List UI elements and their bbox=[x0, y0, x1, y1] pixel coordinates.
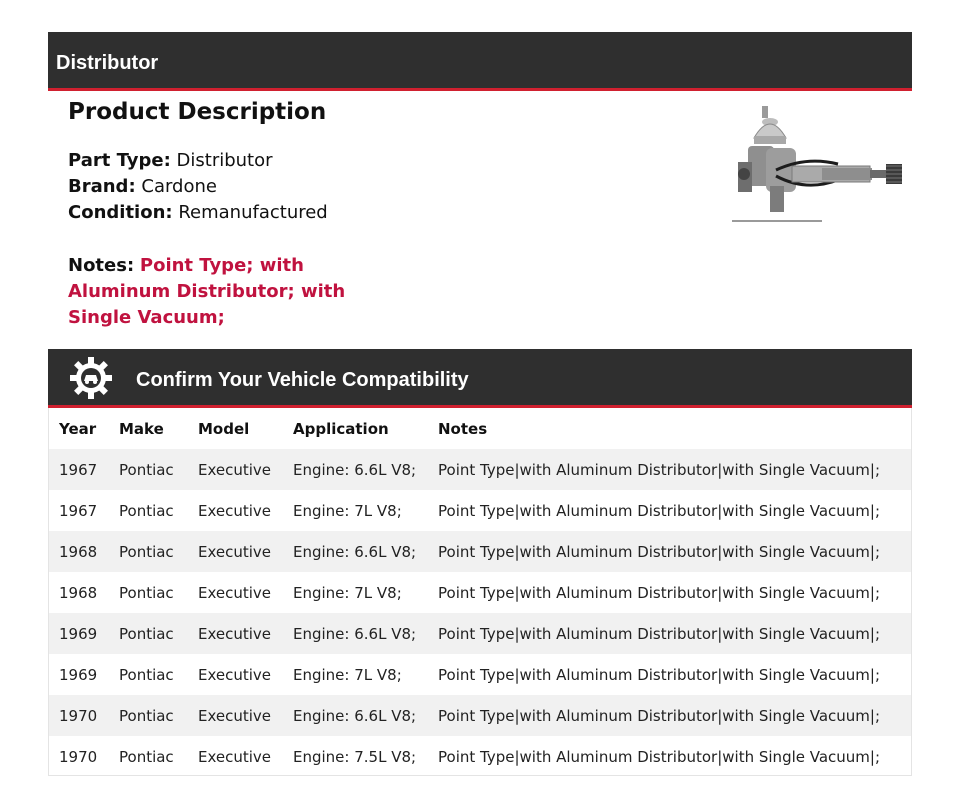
cell-make: Pontiac bbox=[119, 501, 174, 520]
cell-notes: Point Type|with Aluminum Distributor|with Single Vacuum|; bbox=[438, 706, 881, 725]
table-row bbox=[49, 449, 911, 490]
cell-year: 1970 bbox=[59, 747, 98, 766]
compatibility-table bbox=[49, 408, 911, 777]
table-row bbox=[49, 736, 911, 777]
brand-value: Cardone bbox=[141, 176, 217, 197]
cell-notes: Point Type|with Aluminum Distributor|with Single Vacuum|; bbox=[438, 665, 881, 684]
description-heading: Product Description bbox=[68, 99, 327, 125]
cell-make: Pontiac bbox=[119, 542, 174, 561]
cell-model: Executive bbox=[198, 542, 272, 561]
cell-application: Engine: 7.5L V8; bbox=[293, 747, 417, 766]
cell-year: 1968 bbox=[59, 542, 98, 561]
column-header-notes: Notes bbox=[438, 419, 488, 438]
cell-make: Pontiac bbox=[119, 583, 174, 602]
cell-model: Executive bbox=[198, 706, 272, 725]
cell-application: Engine: 7L V8; bbox=[293, 583, 402, 602]
product-title: Distributor bbox=[56, 52, 159, 74]
cell-notes: Point Type|with Aluminum Distributor|with Single Vacuum|; bbox=[438, 624, 881, 643]
compatibility-title: Confirm Your Vehicle Compatibility bbox=[136, 369, 469, 391]
column-header-application: Application bbox=[293, 419, 389, 438]
cell-notes: Point Type|with Aluminum Distributor|with Single Vacuum|; bbox=[438, 542, 881, 561]
cell-model: Executive bbox=[198, 665, 272, 684]
cell-notes: Point Type|with Aluminum Distributor|with Single Vacuum|; bbox=[438, 747, 881, 766]
cell-year: 1968 bbox=[59, 583, 98, 602]
cell-application: Engine: 7L V8; bbox=[293, 665, 402, 684]
cell-year: 1969 bbox=[59, 624, 98, 643]
cell-application: Engine: 6.6L V8; bbox=[293, 624, 417, 643]
column-header-year: Year bbox=[59, 419, 97, 438]
cell-year: 1969 bbox=[59, 665, 98, 684]
notes-label: Notes: bbox=[68, 255, 135, 276]
cell-make: Pontiac bbox=[119, 624, 174, 643]
cell-notes: Point Type|with Aluminum Distributor|with Single Vacuum|; bbox=[438, 501, 881, 520]
cell-make: Pontiac bbox=[119, 747, 174, 766]
condition-label: Condition: bbox=[68, 202, 173, 223]
notes-row bbox=[68, 253, 408, 331]
cell-model: Executive bbox=[198, 583, 272, 602]
table-row bbox=[49, 613, 911, 654]
cell-application: Engine: 7L V8; bbox=[293, 501, 402, 520]
cell-application: Engine: 6.6L V8; bbox=[293, 460, 417, 479]
cell-year: 1967 bbox=[59, 460, 98, 479]
cell-model: Executive bbox=[198, 501, 272, 520]
product-description bbox=[68, 96, 668, 331]
brand-row bbox=[68, 174, 668, 200]
column-header-make: Make bbox=[119, 419, 164, 438]
part-type-value: Distributor bbox=[176, 150, 273, 171]
condition-row bbox=[68, 200, 668, 226]
table-row bbox=[49, 654, 911, 695]
cell-year: 1967 bbox=[59, 501, 98, 520]
cell-model: Executive bbox=[198, 747, 272, 766]
compatibility-header-bar bbox=[48, 349, 912, 408]
cell-notes: Point Type|with Aluminum Distributor|with Single Vacuum|; bbox=[438, 460, 881, 479]
table-row bbox=[49, 572, 911, 613]
distributor-product-image bbox=[726, 100, 910, 228]
column-header-model: Model bbox=[198, 419, 250, 438]
part-type-row bbox=[68, 148, 668, 174]
table-row bbox=[49, 531, 911, 572]
cell-year: 1970 bbox=[59, 706, 98, 725]
cell-make: Pontiac bbox=[119, 665, 174, 684]
table-row bbox=[49, 490, 911, 531]
table-header-row bbox=[49, 408, 911, 449]
brand-label: Brand: bbox=[68, 176, 136, 197]
cell-model: Executive bbox=[198, 460, 272, 479]
notes-value: Point Type; with Aluminum Distributor; with Single Vacuum; bbox=[68, 255, 346, 328]
cell-application: Engine: 6.6L V8; bbox=[293, 706, 417, 725]
cell-notes: Point Type|with Aluminum Distributor|with Single Vacuum|; bbox=[438, 583, 881, 602]
condition-value: Remanufactured bbox=[178, 202, 328, 223]
part-type-label: Part Type: bbox=[68, 150, 171, 171]
product-header-bar bbox=[48, 32, 912, 91]
cell-application: Engine: 6.6L V8; bbox=[293, 542, 417, 561]
gear-car-icon bbox=[69, 356, 113, 400]
cell-make: Pontiac bbox=[119, 460, 174, 479]
cell-model: Executive bbox=[198, 624, 272, 643]
compatibility-table-container bbox=[48, 408, 912, 776]
table-row bbox=[49, 695, 911, 736]
cell-make: Pontiac bbox=[119, 706, 174, 725]
